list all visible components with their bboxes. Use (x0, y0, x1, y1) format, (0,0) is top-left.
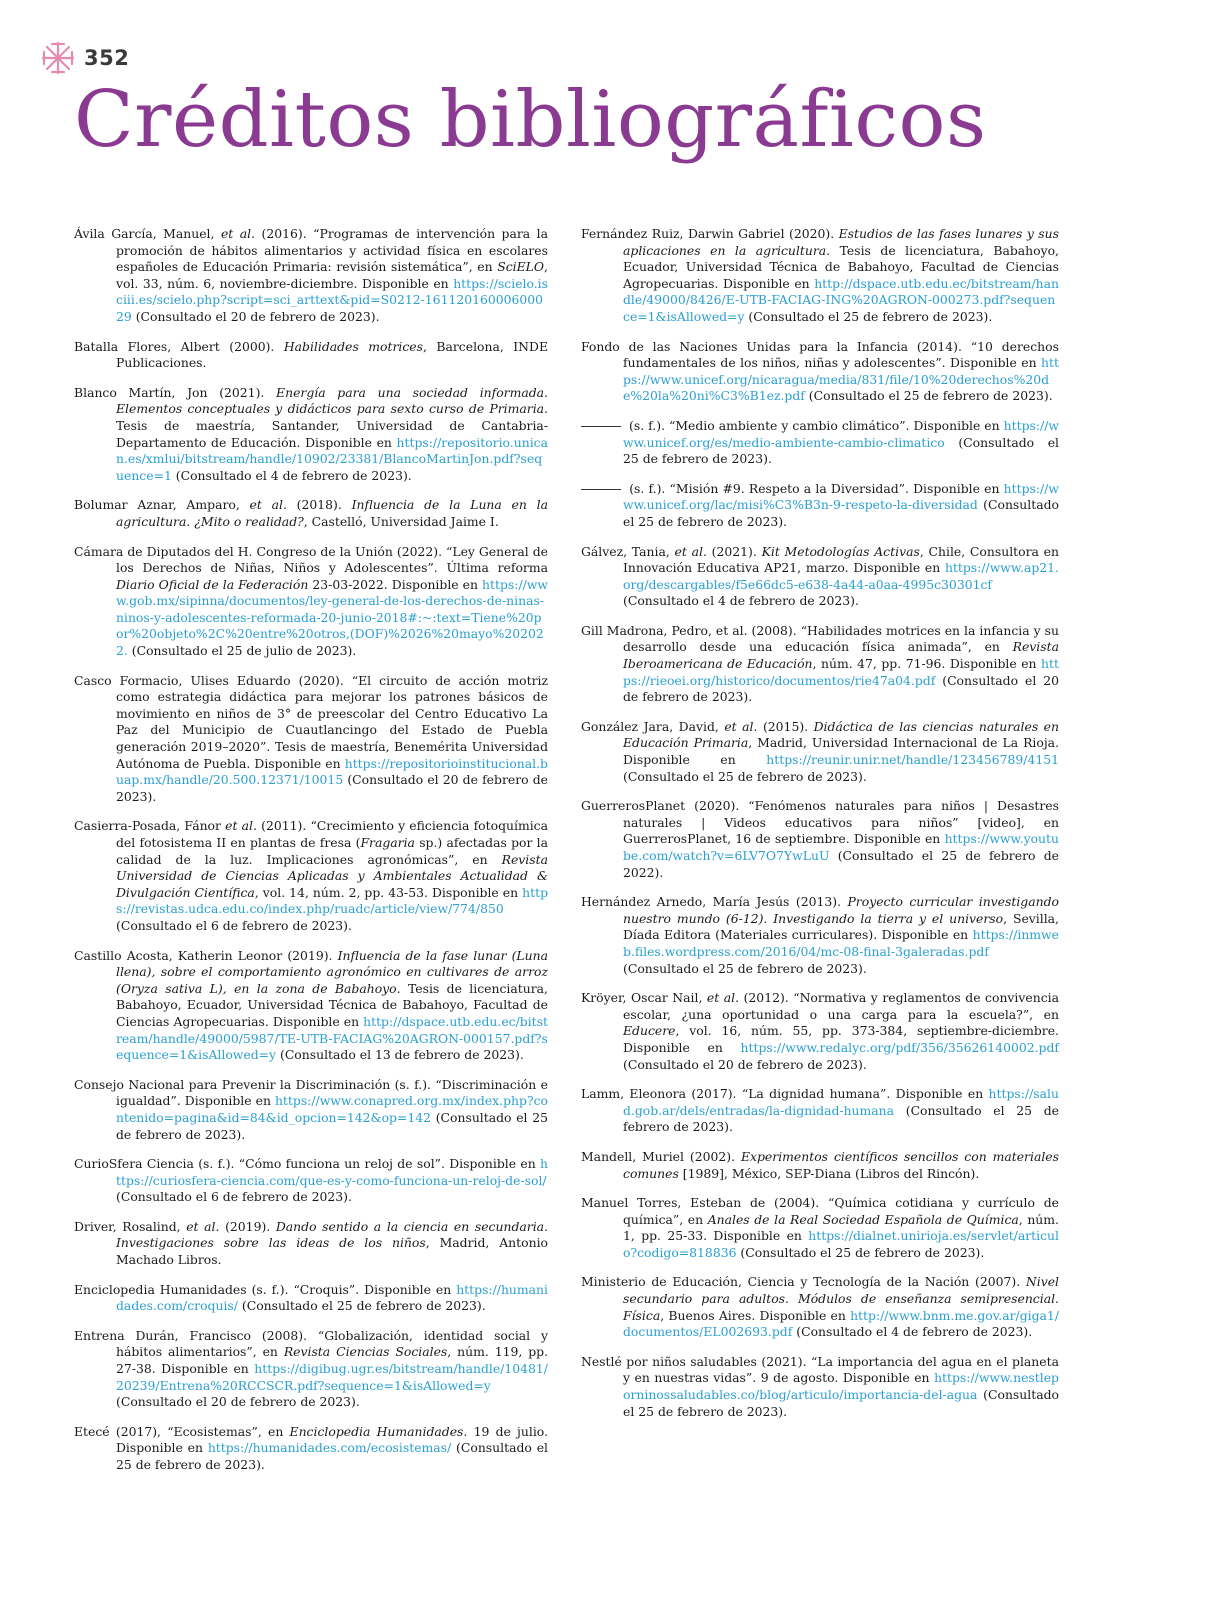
reference-text: (Consultado el 25 de julio de 2023). (127, 643, 357, 659)
reference-entry (581, 894, 1059, 977)
reference-italic-text: Revista Universidad de Ciencias Aplicadas y Ambientales Actualidad & Divulgación Científica (116, 851, 548, 900)
reference-text: (2011). “Crecimiento y eficiencia fotoquímica del fotosistema II en plantas de fresa ( (116, 818, 548, 850)
reference-text: Hernández Arnedo, María Jesús (2013). (581, 894, 848, 910)
reference-link[interactable]: https://rieoei.org/historico/documentos/rie47a04.pdf (623, 656, 1059, 688)
reference-text: , núm. 1, pp. 25-33. Disponible en (623, 1211, 1059, 1244)
reference-italic-text: Fragaria (360, 835, 415, 850)
reference-link[interactable]: https://revistas.udca.edu.co/index.php/ruadc/article/view/774/850 (116, 884, 549, 917)
reference-text: , núm. 119, pp. 27-38. Disponible en (116, 1344, 548, 1377)
reference-italic-text: Didáctica de las ciencias naturales en Educación Primaria (623, 718, 1059, 751)
reference-text: Fernández Ruiz, Darwin Gabriel (2020). (581, 226, 839, 241)
reference-italic-text: Energía para una sociedad informada. Elementos conceptuales y didácticos para sexto curso de Primaria (116, 384, 548, 417)
reference-entry (581, 1086, 1059, 1136)
reference-italic-text: et al. (674, 543, 707, 559)
reference-text: Gill Madrona, Pedro, et al. (2008). “Habilidades motrices en la infancia y su desarrollo desde una educación física animada”, en (581, 622, 1059, 655)
reference-entry (74, 818, 548, 934)
reference-entry (581, 1274, 1059, 1340)
reference-text: (Consultado el 25 de febrero de 2023). (116, 1440, 548, 1472)
reference-text: Driver, Rosalind, (74, 1218, 187, 1234)
reference-entry (581, 544, 1059, 610)
reference-text: , núm. 47, pp. 71-96. Disponible en (812, 656, 1042, 672)
reference-text: (Consultado el 20 de febrero de 2023). (116, 1394, 360, 1410)
reference-italic-text: Nivel secundario para adultos. Módulos de enseñanza semipresencial. Física (623, 1274, 1059, 1323)
reference-text: Mandell, Muriel (2002). (581, 1148, 741, 1164)
reference-entry (74, 544, 548, 660)
reference-text: (Consultado el 4 de febrero de 2023). (623, 593, 859, 609)
reference-text: Batalla Flores, Albert (2000). (74, 338, 284, 354)
reference-italic-text: Influencia de la Luna en la agricultura. ¿Mito o realidad? (116, 497, 548, 529)
reference-italic-text: Kit Metodologías Activas (761, 543, 920, 559)
references-right-column (581, 226, 1059, 1433)
reference-text: Casierra-Posada, Fánor (74, 818, 226, 834)
reference-text: (2021). (706, 543, 762, 559)
reference-text: . Tesis de maestría, Santander, Universidad de Cantabria-Departamento de Educación. Disponible en (116, 401, 548, 450)
reference-entry (581, 339, 1059, 405)
reference-entry (74, 948, 548, 1064)
repeated-author-dash (581, 489, 621, 490)
reference-text: Nestlé por niños saludables (2021). “La importancia del agua en el planeta y en nuestras vidas”. 9 de agosto. Disponible en (581, 1353, 1059, 1386)
reference-text: Entrena Durán, Francisco (2008). “Globalización, identidad social y hábitos alimentarios”, en (74, 1327, 548, 1360)
reference-text: (Consultado el 20 de febrero de 2023). (131, 308, 380, 324)
reference-text: (Consultado el 20 de febrero de 2023). (623, 1056, 867, 1072)
reference-link[interactable]: https://reunir.unir.net/handle/123456789/4151 (766, 752, 1059, 768)
reference-text: , vol. 16, núm. 55, pp. 373-384, septiembre-diciembre. Disponible en (623, 1023, 1059, 1055)
reference-italic-text: SciELO (497, 259, 545, 275)
reference-italic-text: et al. (249, 497, 287, 513)
flower-ornament-icon (40, 40, 76, 76)
reference-link[interactable]: https://curiosfera-ciencia.com/que-es-y-como-funciona-un-reloj-de-sol/ (116, 1156, 548, 1188)
reference-text: (2018). (286, 497, 352, 513)
reference-link[interactable]: https://www.youtube.com/watch?v=6LV7O7YwLuU (623, 831, 1059, 863)
reference-entry (581, 418, 1059, 468)
reference-entry (74, 1077, 548, 1143)
reference-italic-text: Proyecto curricular investigando nuestro mundo (6-12). Investigando la tierra y el universo (623, 894, 1059, 926)
reference-text: (Consultado el 4 de febrero de 2023). (171, 467, 412, 483)
reference-italic-text: Anales de la Real Sociedad Española de Química (707, 1211, 1019, 1227)
reference-text: (Consultado el 25 de febrero de 2023). (623, 768, 867, 784)
reference-text: (Consultado el 25 de febrero de 2023). (623, 434, 1059, 467)
reference-link[interactable]: https://humanidades.com/croquis/ (116, 1281, 548, 1314)
reference-text: (Consultado el 25 de febrero de 2023). (744, 308, 993, 324)
page-title: Créditos bibliográficos (74, 75, 987, 165)
reference-text: (Consultado el 25 de febrero de 2022). (623, 848, 1059, 880)
reference-link[interactable]: https://www.unicef.org/nicaragua/media/831/file/10%20derechos%20de%20la%20ni%C3%B1ez.pdf (623, 355, 1059, 404)
reference-text: (s. f.). “Medio ambiente y cambio climático”. Disponible en (625, 417, 1004, 433)
reference-entry (581, 226, 1059, 326)
reference-link[interactable]: https://www.gob.mx/sipinna/documentos/ley-general-de-los-derechos-de-ninas-ninos-y-adolescentes-reformada-20-junio-2018#:~:text=Tiene%20por%20objeto%2C%20entre%20otros,(DOF)%2026%20mayo%202022. (116, 576, 549, 659)
reference-italic-text: Experimentos científicos sencillos con materiales comunes (623, 1148, 1059, 1181)
reference-text: , Madrid, Universidad Internacional de La Rioja. Disponible en (623, 735, 1060, 768)
reference-link[interactable]: https://digibug.ugr.es/bitstream/handle/10481/20239/Entrena%20RCCSCR.pdf?sequence=1&isAllowed=y (116, 1361, 548, 1393)
reference-text: (Consultado el 25 de febrero de 2023). (623, 960, 867, 976)
reference-text: (Consultado el 13 de febrero de 2023). (276, 1047, 524, 1063)
reference-text: (Consultado el 25 de febrero de 2023). (736, 1244, 985, 1260)
reference-entry (74, 1282, 548, 1315)
reference-text: Fondo de las Naciones Unidas para la Infancia (2014). “10 derechos fundamentales de los niños, niñas y adolescentes”. Disponible en (581, 338, 1059, 371)
reference-link[interactable]: https://repositorioinstitucional.buap.mx/handle/20.500.12371/10015 (116, 755, 548, 788)
reference-entry (581, 1149, 1059, 1182)
reference-text: Ávila García, Manuel, (74, 226, 221, 241)
reference-text: , vol. 14, núm. 2, pp. 43-53. Disponible en (254, 884, 523, 900)
reference-text: Blanco Martín, Jon (2021). (74, 384, 277, 400)
reference-text: (Consultado el 6 de febrero de 2023). (116, 1189, 352, 1205)
reference-italic-text: et al. (706, 990, 740, 1006)
reference-text: (Consultado el 4 de febrero de 2023). (792, 1324, 1033, 1340)
reference-text: (Consultado el 20 de febrero de 2023). (623, 672, 1059, 705)
page-number: 352 (84, 46, 130, 70)
reference-entry (581, 1354, 1059, 1420)
reference-text: (2012). “Normativa y reglamentos de convivencia escolar, ¿una oportunidad o una carga para la escuela?”, en (623, 990, 1059, 1022)
reference-link[interactable]: https://inmweb.files.wordpress.com/2016/04/mc-08-final-3galeradas.pdf (623, 927, 1059, 959)
reference-text: Manuel Torres, Esteban de (2004). “Química cotidiana y currículo de química”, en (581, 1195, 1059, 1227)
reference-entry (74, 339, 548, 372)
reference-italic-text: Enciclopedia Humanidades (289, 1423, 464, 1439)
reference-link[interactable]: https://www.nestleporninossaludables.co/blog/articulo/importancia-del-agua (623, 1370, 1059, 1403)
reference-text: , Buenos Aires. Disponible en (660, 1307, 851, 1323)
reference-link[interactable]: https://salud.gob.ar/dels/entradas/la-dignidad-humana (623, 1086, 1059, 1118)
reference-italic-text: et al. (724, 718, 758, 734)
reference-entry (581, 719, 1059, 785)
reference-italic-text: Dando sentido a la ciencia en secundaria. Investigaciones sobre las ideas de los niños (116, 1218, 548, 1251)
reference-text: , Madrid, Antonio Machado Libros. (116, 1235, 549, 1268)
reference-italic-text: Habilidades motrices (283, 338, 423, 354)
reference-italic-text: Estudios de las fases lunares y sus aplicaciones en la agricultura (623, 226, 1059, 258)
reference-entry (74, 1424, 548, 1474)
reference-text: (2015). (757, 718, 814, 734)
reference-text: (Consultado el 25 de febrero de 2023). (116, 1109, 548, 1142)
reference-entry (581, 990, 1059, 1073)
reference-text: Consejo Nacional para Prevenir la Discriminación (s. f.). “Discriminación e igualdad”. Disponible en (74, 1076, 548, 1109)
reference-entry (74, 1156, 548, 1206)
reference-text: , Castelló, Universidad Jaime I. (303, 513, 499, 529)
reference-text: (Consultado el 25 de febrero de 2023). (623, 1387, 1059, 1419)
reference-text: 23-03-2022. Disponible en (308, 576, 483, 592)
reference-text: (Consultado el 6 de febrero de 2023). (116, 917, 352, 933)
reference-text: Cámara de Diputados del H. Congreso de la Unión (2022). “Ley General de los Derechos de Niñas, Niños y Adolescentes”. Última reforma (74, 543, 548, 576)
reference-link[interactable]: http://dspace.utb.edu.ec/bitstream/handle/49000/8426/E-UTB-FACIAG-ING%20AGRON-000273.pdf?sequence=1&isAllowed=y (623, 275, 1059, 324)
reference-text: Casco Formacio, Ulises Eduardo (2020). “El circuito de acción motriz como estrategia didáctica para mejorar los patrones básicos de movimiento en niños de 3° de preescolar del Centro Educativo La Paz del Municipio de Cuautlancingo del Estado de Puebla generación 2019–2020”. Tesis de maestría, Benemérita Universidad Autónoma de Puebla. Disponible en (74, 672, 548, 771)
reference-link[interactable]: https://humanidades.com/ecosistemas/ (207, 1440, 452, 1456)
reference-link[interactable]: https://www.unicef.org/es/medio-ambiente-cambio-climatico (623, 417, 1059, 450)
reference-text: (Consultado el 25 de febrero de 2023). (623, 497, 1059, 529)
reference-italic-text: et al. (220, 226, 256, 241)
reference-text: Ministerio de Educación, Ciencia y Tecnología de la Nación (2007). (581, 1274, 1026, 1290)
reference-italic-text: Revista Iberoamericana de Educación (623, 639, 1059, 672)
reference-text: . Tesis de licenciatura, Babahoyo, Ecuador, Universidad Técnica de Babahoyo, Facultad de Ciencias Agropecuarias. Disponible en (623, 242, 1059, 291)
reference-text: [1989], México, SEP-Diana (Libros del Rincón). (678, 1165, 980, 1181)
reference-italic-text: et al. (186, 1218, 220, 1234)
reference-text: (Consultado el 20 de febrero de 2023). (116, 772, 548, 804)
reference-text: Bolumar Aznar, Amparo, (74, 497, 250, 513)
reference-link[interactable]: http://www.bnm.me.gov.ar/giga1/documentos/EL002693.pdf (623, 1307, 1059, 1340)
reference-entry (74, 673, 548, 806)
reference-text: GuerrerosPlanet (2020). “Fenómenos naturales para niños | Desastres naturales | Videos educativos para niños” [video], en GuerrerosPlanet, 16 de septiembre. Disponible en (581, 798, 1059, 847)
repeated-author-dash (581, 426, 621, 427)
reference-entry (74, 226, 548, 326)
reference-text: (Consultado el 25 de febrero de 2023). (623, 1102, 1059, 1135)
reference-text: . Tesis de licenciatura, Babahoyo, Ecuador, Universidad Técnica de Babahoyo, Facultad de Ciencias Agropecuarias. Disponible en (116, 980, 548, 1029)
reference-text: (Consultado el 25 de febrero de 2023). (237, 1298, 486, 1314)
references-left-column (74, 226, 548, 1487)
reference-italic-text: Educere (623, 1023, 676, 1039)
reference-italic-text: Influencia de la fase lunar (Luna llena), sobre el comportamiento agronómico en cultivares de arroz (Oryza sativa L), en la zona de Babahoyo (116, 947, 548, 996)
reference-link[interactable]: https://www.conapred.org.mx/index.php?contenido=pagina&id=84&id_opcion=142&op=142 (116, 1093, 548, 1125)
reference-text: sp.) afectadas por la calidad de la luz. Implicaciones agronómicas”, en (116, 835, 548, 867)
reference-entry (581, 798, 1059, 881)
reference-text: Castillo Acosta, Katherin Leonor (2019). (74, 947, 338, 963)
reference-text: Kröyer, Oscar Nail, (581, 990, 707, 1006)
reference-text: CurioSfera Ciencia (s. f.). “Cómo funciona un reloj de sol”. Disponible en (74, 1156, 541, 1172)
reference-text: (Consultado el 25 de febrero de 2023). (804, 388, 1053, 404)
reference-link[interactable]: https://scielo.isciii.es/scielo.php?script=sci_arttext&pid=S0212-16112016000600029 (116, 275, 548, 324)
reference-text: , vol. 33, núm. 6, noviembre-diciembre. Disponible en (116, 259, 548, 291)
reference-text: (2016). “Programas de intervención para la promoción de hábitos alimentarios y actividad física en escolares españoles de Educación Primaria: revisión sistemática”, en (116, 226, 549, 275)
reference-link[interactable]: https://repositorio.unican.es/xmlui/bitstream/handle/10902/23381/BlancoMartinJon.pdf?sequence=1 (116, 434, 548, 483)
reference-text: Lamm, Eleonora (2017). “La dignidad humana”. Disponible en (581, 1086, 989, 1102)
reference-entry (74, 497, 548, 530)
reference-link[interactable]: https://www.redalyc.org/pdf/356/35626140002.pdf (740, 1039, 1059, 1055)
reference-text: , Chile, Consultora en Innovación Educativa AP21, marzo. Disponible en (623, 543, 1059, 576)
reference-text: , Sevilla, Díada Editora (Materiales curriculares). Disponible en (623, 910, 1059, 943)
reference-text: . 19 de julio. Disponible en (116, 1423, 548, 1456)
reference-entry (74, 1219, 548, 1269)
reference-entry (74, 1328, 548, 1411)
reference-entry (74, 385, 548, 485)
reference-italic-text: Diario Oficial de la Federación (116, 576, 309, 592)
reference-link[interactable]: https://www.unicef.org/lac/misi%C3%B3n-9-respeto-la-diversidad (623, 480, 1059, 513)
reference-text: González Jara, David, (581, 718, 725, 734)
reference-entry (581, 1195, 1059, 1261)
reference-link[interactable]: https://dialnet.unirioja.es/servlet/articulo?codigo=818836 (623, 1228, 1059, 1260)
reference-text: (s. f.). “Misión #9. Respeto a la Diversidad”. Disponible en (625, 480, 1004, 496)
reference-link[interactable]: https://www.ap21.org/descargables/f5e66dc5-e638-4a44-a0aa-4995c30301cf (623, 560, 1059, 592)
reference-text: (2019). (219, 1218, 276, 1234)
reference-text: Etecé (2017), “Ecosistemas”, en (74, 1423, 290, 1439)
reference-link[interactable]: http://dspace.utb.edu.ec/bitstream/handle/49000/5987/TE-UTB-FACIAG%20AGRON-000157.pdf?sequence=1&isAllowed=y (116, 1013, 548, 1063)
reference-text: , Barcelona, INDE Publicaciones. (116, 338, 548, 371)
reference-entry (581, 481, 1059, 531)
page-header (40, 38, 129, 78)
reference-entry (581, 623, 1059, 706)
reference-text: Gálvez, Tania, (581, 543, 675, 559)
reference-text: Enciclopedia Humanidades (s. f.). “Croquis”. Disponible en (74, 1281, 457, 1297)
reference-italic-text: Revista Ciencias Sociales (283, 1344, 448, 1360)
reference-italic-text: et al. (225, 818, 257, 834)
